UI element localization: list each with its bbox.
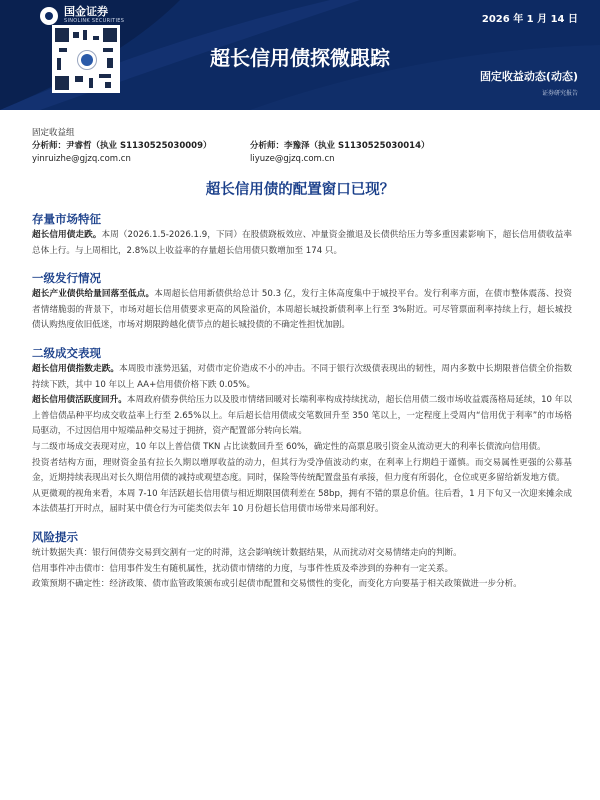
risk-item: 政策预期不确定性：经济政策、债市监管政策颁布或引起债市配置和交易惯性的变化，而变化方向要基于相关政策做进一步分析。 — [32, 579, 522, 590]
body-text: 本周股市涨势迅猛，对债市定价造成不小的冲击。不同于银行次级债表现出的韧性，周内多数中长期限普信债全价指数持续下跌，其中 10 年以上 AA+信用债价格下跌 0.05%。 — [32, 363, 572, 390]
analyst-name: 李豫泽（执业 S1130525030014） — [284, 141, 430, 151]
header-banner — [0, 0, 600, 110]
analyst-block — [32, 127, 468, 166]
paragraph — [32, 393, 572, 440]
body-text: 本周（2026.1.5-2026.1.9，下同）在股债跷板效应、冲量资金撤退及长债供给压力等多重因素影响下，超长信用债收益率总体上行。与上周相比，2.8%以上收益率的存量超长信用债只数增加至 174 只。 — [32, 230, 572, 256]
lead-text: 超长产业债供给量回落至低点。 — [32, 289, 155, 300]
paragraph — [32, 228, 572, 259]
risk-item: 统计数据失真：银行间债券交易到交割有一定的时滞，这会影响统计数据结果，从而扰动对交易情绪走向的判断。 — [32, 547, 462, 558]
report-series-title: 超长信用债探微跟踪 — [210, 46, 390, 70]
paragraph: 投资者结构方面，理财资金虽有拉长久期以增厚收益的动力，但其行为受净值波动约束，在利率上行期趋于谨慎。而交易属性更强的公募基金，近期持续表现出对长久期信用债的减持或观望态度。同时，保险等传统配置盘虽有承接，但力度有所弱化，仓位或更多留给新发地方债。 — [32, 457, 572, 484]
analyst-2-email[interactable]: liyuze@gjzq.com.cn — [250, 154, 335, 164]
section-heading: 存量市场特征 — [32, 212, 101, 226]
analyst-1 — [32, 140, 250, 153]
section-heading: 一级发行情况 — [32, 271, 101, 286]
paragraph — [32, 362, 572, 393]
lead-text: 超长信用债走跌。 — [32, 230, 102, 240]
report-body — [32, 210, 572, 593]
analyst-1-email[interactable]: yinruizhe@gjzq.com.cn — [32, 154, 131, 164]
analyst-label: 分析师： — [32, 141, 67, 151]
analyst-name: 尹睿哲（执业 S1130525030009） — [66, 141, 212, 151]
article-title: 超长信用债的配置窗口已现？ — [205, 182, 395, 198]
paragraph: 从更微观的视角来看，本周 7-10 年活跃超长信用债与相近期限国债利差在 58bp，拥有不错的票息价值。往后看，1 月下旬又一次迎来摊余成本法债基打开时点，届时某中债仓行为可能类似去年 10 月份超长信用债市场带来局部利好。 — [32, 488, 572, 515]
section-heading: 二级成交表现 — [32, 345, 101, 360]
section-heading: 风险提示 — [32, 529, 78, 544]
report-subtype: 证券研究报告 — [541, 90, 578, 97]
analyst-label: 分析师： — [250, 141, 285, 151]
report-date: 2026 年 1 月 14 日 — [481, 14, 578, 25]
lead-text: 超长信用债指数走跌。 — [32, 363, 120, 374]
lead-text: 超长信用债活跃度回升。 — [32, 395, 127, 406]
logo-cn: 国金证券 — [64, 5, 108, 18]
analyst-2 — [250, 140, 468, 153]
body-text: 本周超长信用新债供给总计 50.3 亿，发行主体高度集中于城投平台。发行利率方面，在债市整体震荡、投资者情绪脆弱的背景下，市场对超长信用债要求更高的风险溢价，本周超长城投新债利率上行至 3%附近。可尽管票面利率持续上行，超长城投债认购热度依旧低迷，市场对期限跨越化债节点的超长城投债的不确定性担忧加剧。 — [32, 289, 572, 331]
body-text: 本周政府债券供给压力以及股市情绪回暖对长端利率构成持续扰动，超长信用债二级市场收益震荡格局延续，10 年以上普信债品种平均成交收益率上行至 2.65%以上。年后超长信用债成交笔数回升至 350 笔以上，一定程度上受周内“信用优于利率”的市场格局驱动，不过因信用中短端品种交易过于拥挤，资产配置部分转向长端。 — [32, 395, 572, 437]
report-type: 固定收益动态(动态) — [479, 70, 578, 83]
brand-logo — [40, 6, 124, 25]
logo-icon — [40, 7, 58, 25]
logo-en: SINOLINK SECURITIES — [64, 18, 125, 24]
risk-item: 信用事件冲击债市：信用事件发生有随机属性，扰动债市情绪的力度，与事件性质及牵涉到的券种有一定关系。 — [32, 563, 454, 574]
paragraph: 与二级市场成交表现对应，10 年以上普信债 TKN 占比读数回升至 60%，确定性的高票息吸引资金从流动更大的利率长债流向信用债。 — [32, 441, 546, 452]
paragraph — [32, 287, 572, 334]
research-group: 固定收益组 — [32, 128, 75, 138]
